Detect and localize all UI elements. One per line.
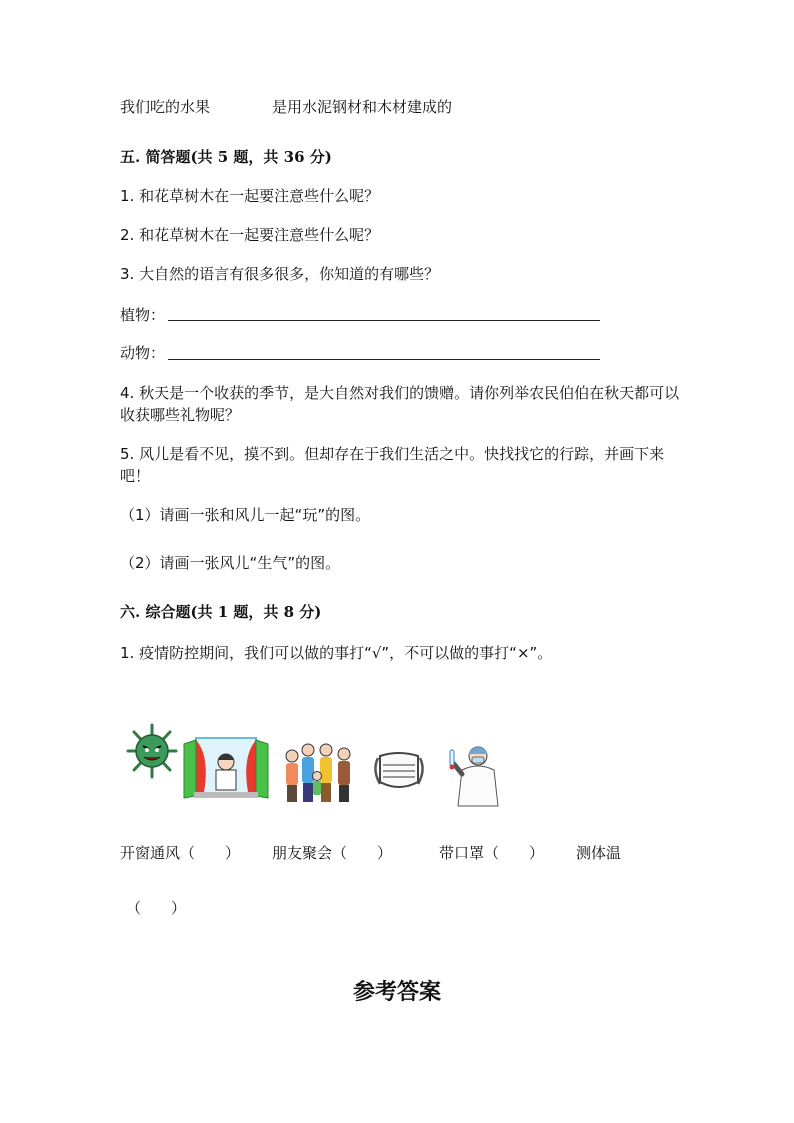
section6-title: 六. 综合题(共 1 题，共 8 分) bbox=[120, 603, 322, 621]
fill-blank-right: 是用水泥钢材和木材建成的 bbox=[272, 98, 453, 116]
reference-answer-title: 参考答案 bbox=[352, 979, 441, 1005]
question-5-1: 1. 和花草树木在一起要注意些什么呢？ bbox=[120, 187, 380, 205]
animals-answer-line[interactable] bbox=[168, 359, 600, 360]
face-mask-icon bbox=[370, 748, 428, 794]
question-5-5-part1: （1）请画一张和风儿一起“玩”的图。 bbox=[120, 506, 371, 524]
question-5-5: 5. 风儿是看不见，摸不到。但却存在于我们生活之中。快找找它的行踪，并画下来吧！ bbox=[120, 445, 665, 485]
question-5-3: 3. 大自然的语言有很多很多，你知道的有哪些？ bbox=[120, 265, 440, 283]
option-friend-gathering[interactable]: 朋友聚会（ ） bbox=[272, 844, 393, 862]
question-5-4: 4. 秋天是一个收获的季节，是大自然对我们的馈赠。请你列举农民伯伯在秋天都可以收获哪些礼物呢？ bbox=[120, 384, 680, 424]
question-6-1: 1. 疫情防控期间，我们可以做的事打“√”，不可以做的事打“×”。 bbox=[120, 644, 553, 662]
plants-answer-line[interactable] bbox=[168, 320, 600, 321]
family-gathering-icon bbox=[278, 740, 358, 804]
fill-blank-left: 我们吃的水果 bbox=[120, 98, 211, 116]
question-5-5-part2: （2）请画一张风儿“生气”的图。 bbox=[120, 554, 341, 572]
option-take-temperature[interactable]: 测体温 bbox=[576, 844, 622, 862]
option-take-temperature-paren[interactable]: （ ） bbox=[126, 899, 187, 917]
question-5-2: 2. 和花草树木在一起要注意些什么呢？ bbox=[120, 226, 380, 244]
section5-title: 五. 简答题(共 5 题，共 36 分) bbox=[120, 148, 332, 166]
animals-label: 动物： bbox=[120, 344, 166, 362]
option-wear-mask[interactable]: 带口罩（ ） bbox=[439, 844, 545, 862]
open-window-icon bbox=[182, 736, 270, 800]
virus-icon bbox=[126, 722, 178, 780]
plants-label: 植物： bbox=[120, 306, 166, 324]
doctor-thermometer-icon bbox=[446, 742, 506, 808]
option-open-window[interactable]: 开窗通风（ ） bbox=[120, 844, 241, 862]
